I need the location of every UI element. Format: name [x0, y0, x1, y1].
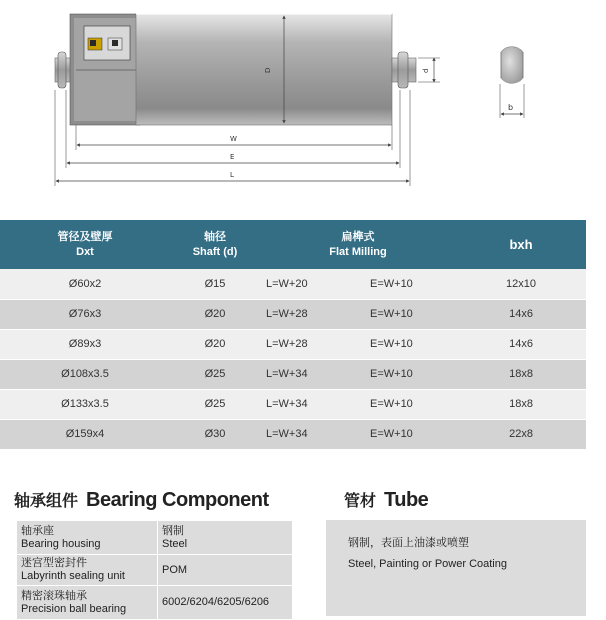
cell-l: L=W+34	[260, 389, 356, 419]
shaft-end-view	[501, 47, 523, 84]
cell-shaft: Ø20	[170, 299, 260, 329]
bearing-cutaway	[70, 14, 140, 125]
cell-shaft: Ø30	[170, 419, 260, 449]
cell-bxh: 18x8	[456, 389, 586, 419]
dim-label-d: d	[422, 68, 430, 73]
part-en: Bearing housing	[21, 537, 101, 550]
bearing-table	[16, 520, 293, 620]
header-dxt-en: Dxt	[76, 245, 94, 258]
table-row	[0, 299, 586, 329]
bearing-material	[158, 555, 293, 586]
header-flat-en: Flat Milling	[329, 245, 387, 258]
cell-l: L=W+28	[260, 299, 356, 329]
spec-table-header	[0, 220, 586, 269]
cell-l: L=W+34	[260, 359, 356, 389]
cell-l: L=W+34	[260, 419, 356, 449]
table-row	[0, 329, 586, 359]
header-shaft-en: Shaft (d)	[192, 245, 238, 258]
material-cn: 钢制	[162, 524, 184, 537]
cell-e: E=W+10	[356, 389, 456, 419]
cell-l: L=W+28	[260, 329, 356, 359]
spec-table	[0, 220, 586, 449]
part-cn: 精密滚珠轴承	[21, 589, 87, 602]
dim-label-L: L	[230, 171, 234, 179]
part-cn: 轴承座	[21, 524, 54, 537]
right-shaft	[392, 52, 416, 88]
dim-label-W: W	[230, 135, 237, 143]
cell-shaft: Ø15	[204, 277, 226, 290]
dim-label-D: D	[264, 67, 272, 73]
tube-desc-en: Steel, Painting or Power Coating	[348, 558, 507, 570]
table-row	[0, 269, 586, 299]
cell-e: E=W+10	[356, 329, 456, 359]
cell-bxh: 18x8	[456, 359, 586, 389]
bearing-material	[158, 586, 293, 620]
tube-title-cn: 管材	[344, 493, 377, 510]
bearing-section-title	[14, 488, 269, 512]
tube-section-title	[344, 488, 428, 512]
cell-shaft: Ø25	[170, 359, 260, 389]
cell-e: E=W+10	[370, 277, 413, 290]
cell-dxt: Ø159x4	[0, 419, 170, 449]
material-en: 6002/6204/6205/6206	[162, 596, 270, 608]
bearing-row	[17, 521, 293, 555]
cell-l: L=W+20	[266, 277, 308, 290]
header-bxh: bxh	[509, 237, 533, 252]
cell-e: E=W+10	[356, 419, 456, 449]
cell-dxt: Ø108x3.5	[0, 359, 170, 389]
material-en: Steel	[162, 537, 188, 550]
bearing-title-cn: 轴承组件	[14, 493, 79, 510]
header-shaft-cn: 轴径	[204, 230, 226, 243]
header-dxt	[0, 220, 170, 269]
header-flat-milling	[260, 220, 456, 269]
cell-bxh: 12x10	[506, 277, 536, 290]
bearing-title-en: Bearing Component	[86, 489, 269, 511]
part-en: Labyrinth sealing unit	[21, 570, 125, 582]
cell-bxh: 22x8	[456, 419, 586, 449]
cell-e: E=W+10	[356, 299, 456, 329]
cell-dxt: Ø133x3.5	[0, 389, 170, 419]
bearing-part	[17, 586, 158, 620]
dim-label-b: b	[508, 103, 514, 112]
cell-shaft: Ø25	[170, 389, 260, 419]
header-dxt-cn: 管径及壁厚	[57, 230, 113, 243]
tube-desc-cn: 钢制，表面上油漆或喷塑	[348, 537, 469, 549]
roller-diagram	[0, 0, 606, 205]
cell-bxh: 14x6	[456, 299, 586, 329]
bearing-row	[17, 586, 293, 620]
cell-e: E=W+10	[356, 359, 456, 389]
cell-dxt: Ø76x3	[0, 299, 170, 329]
tube-description-box	[326, 520, 586, 616]
part-en: Precision ball bearing	[21, 602, 127, 615]
bearing-row	[17, 555, 293, 586]
dim-label-E: E	[230, 153, 235, 161]
table-row	[0, 359, 586, 389]
material-en: POM	[162, 563, 188, 576]
bearing-part	[17, 555, 158, 586]
cell-dxt: Ø60x2	[68, 277, 102, 290]
header-flat-cn: 扁榫式	[341, 230, 375, 243]
cell-shaft: Ø20	[170, 329, 260, 359]
header-shaft	[170, 220, 260, 269]
bearing-part	[17, 521, 158, 555]
table-row	[0, 419, 586, 449]
part-cn: 迷宫型密封件	[21, 557, 87, 569]
cell-dxt: Ø89x3	[0, 329, 170, 359]
bearing-material	[158, 521, 293, 555]
tube-title-en: Tube	[384, 489, 429, 511]
cell-bxh: 14x6	[456, 329, 586, 359]
table-row	[0, 389, 586, 419]
